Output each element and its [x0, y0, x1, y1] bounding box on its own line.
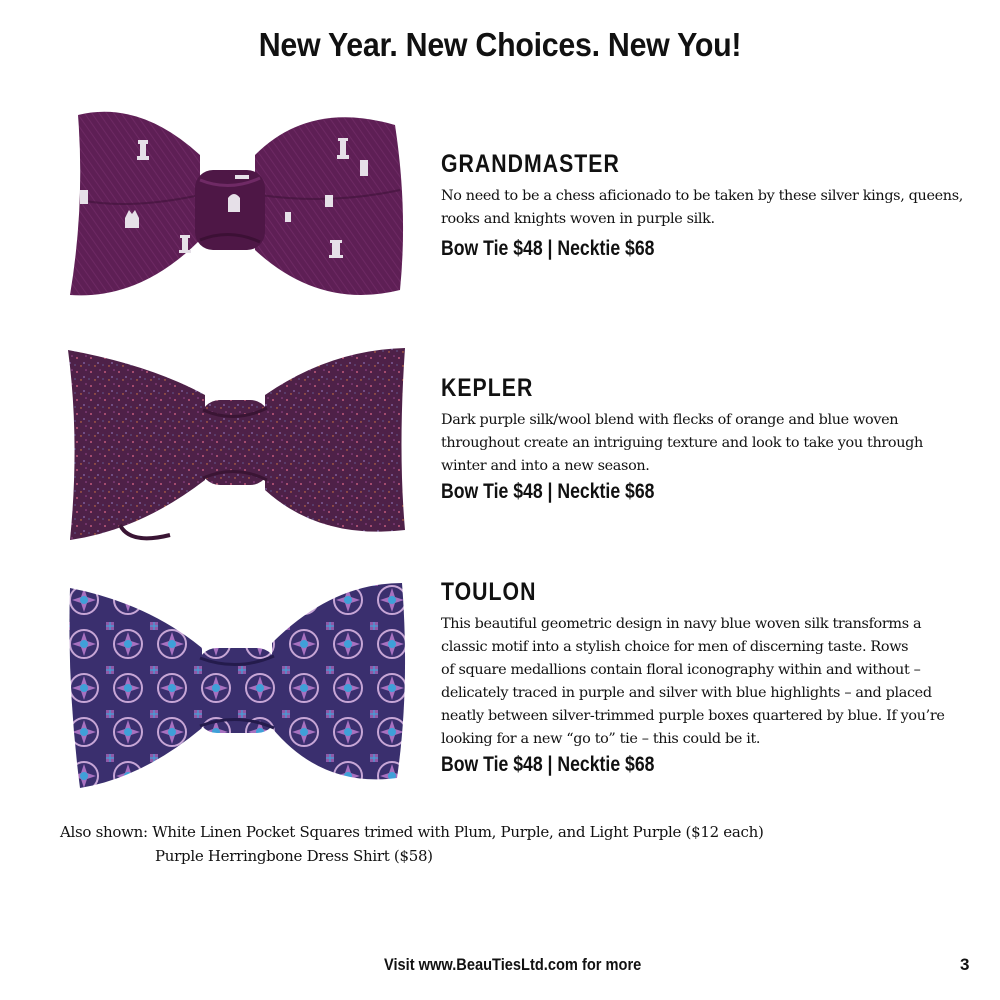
also-shown-line-1: Also shown: White Linen Pocket Squares trimed with Plum, Purple, and Light Purple ($12 each): [60, 823, 764, 841]
product-price: Bow Tie $48 | Necktie $68: [441, 237, 655, 260]
kepler-bow-tie-image: [60, 340, 415, 550]
product-description: Dark purple silk/wool blend with flecks of orange and blue woven throughout create an intriguing texture and look to take you through winter and into a new season.: [441, 412, 923, 474]
product-name: KEPLER: [441, 374, 534, 402]
page-headline: New Year. New Choices. New You!: [258, 26, 742, 63]
grandmaster-bow-tie-image: [60, 100, 415, 310]
also-shown-line-2: Purple Herringbone Dress Shirt ($58): [155, 847, 433, 865]
toulon-bow-tie-image: [62, 578, 417, 798]
also-shown-caption: [60, 820, 764, 868]
product-name: GRANDMASTER: [441, 150, 620, 178]
page-number: 3: [960, 955, 970, 974]
product-description: No need to be a chess aficionado to be taken by these silver kings, queens, rooks and knights woven in purple silk.: [441, 188, 963, 227]
product-description: This beautiful geometric design in navy blue woven silk transforms a classic motif into a stylish choice for men of discerning taste. Rows of square medallions contain floral iconography within and without – delicately traced in purple and silver with blue highlights – and placed neatly between silver-trimmed purple boxes quartered by blue. If you’re looking for a new “go to” tie – this could be it.: [441, 616, 945, 747]
product-price: Bow Tie $48 | Necktie $68: [441, 480, 655, 503]
product-price: Bow Tie $48 | Necktie $68: [441, 753, 655, 776]
product-toulon: [441, 578, 971, 777]
product-kepler: [441, 374, 971, 504]
product-grandmaster: [441, 150, 971, 261]
visit-website-link[interactable]: Visit www.BeauTiesLtd.com for more: [384, 955, 642, 974]
product-name: TOULON: [441, 578, 537, 606]
